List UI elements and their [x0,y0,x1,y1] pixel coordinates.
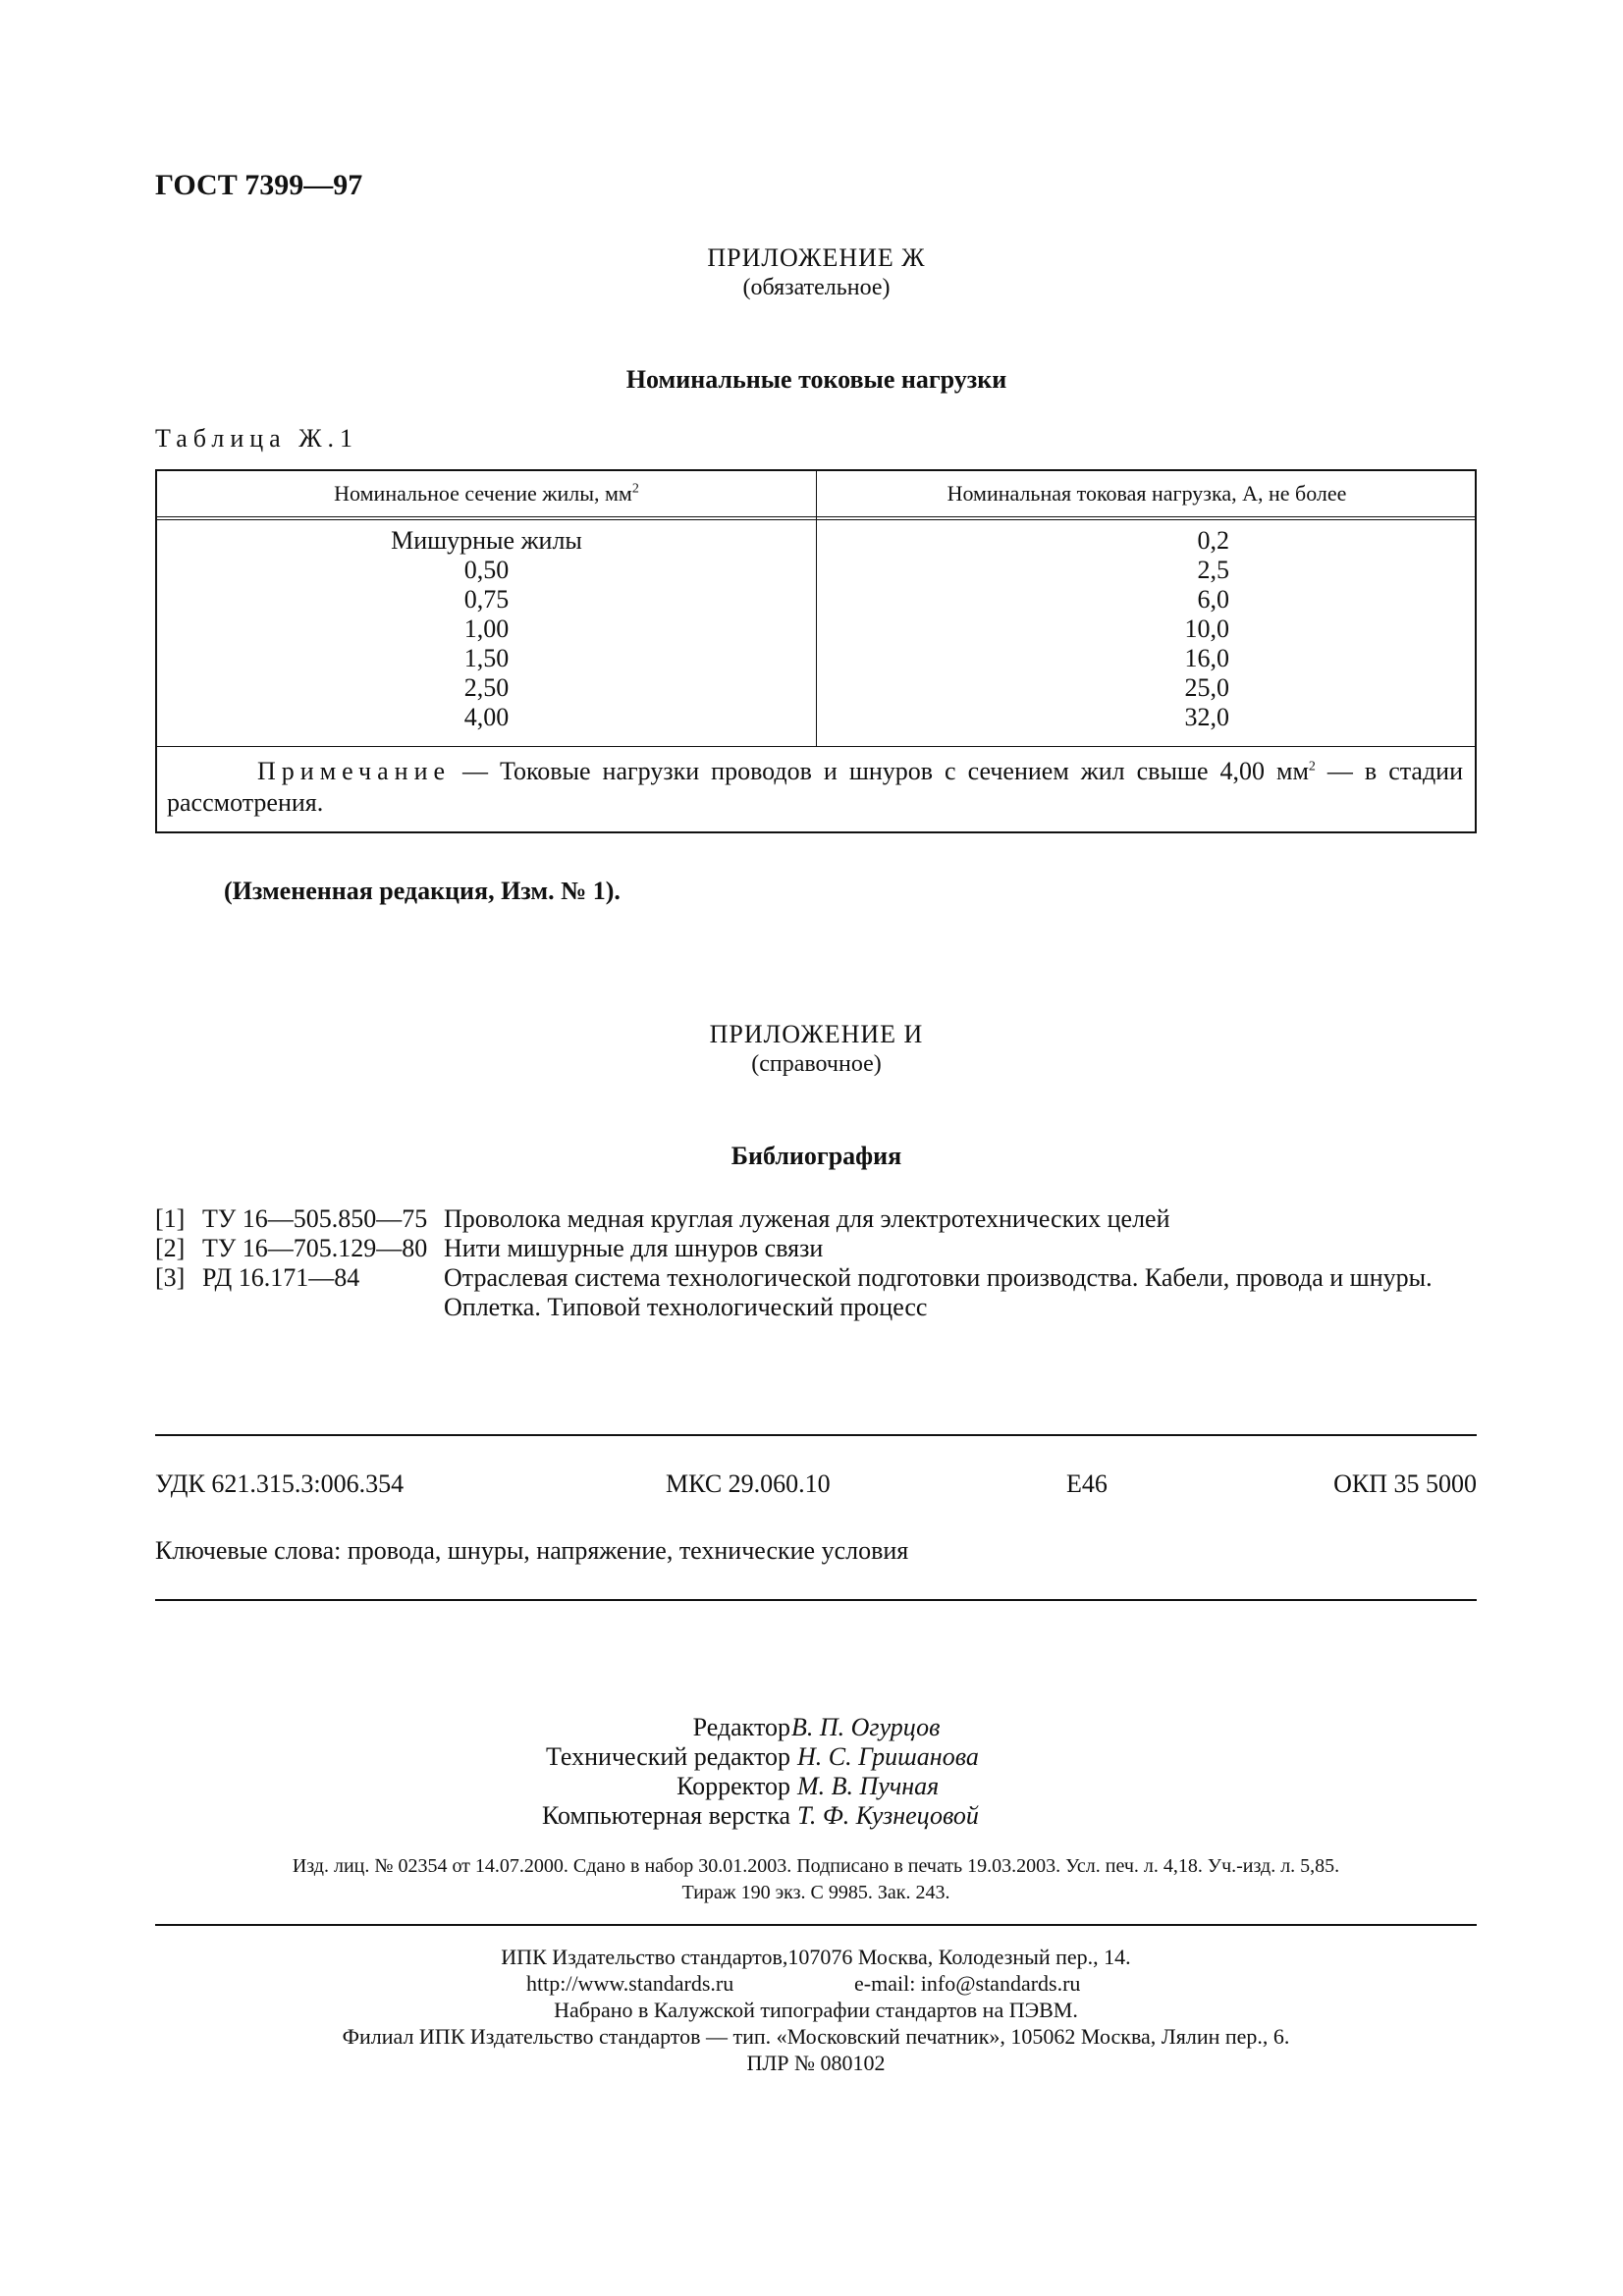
table-cell: 1,00 [463,614,510,643]
divider [155,1434,1477,1436]
imprint-line: Набрано в Калужской типографии стандартов на ПЭВМ. [554,1998,1078,2022]
publication-info-line: Изд. лиц. № 02354 от 14.07.2000. Сдано в набор 30.01.2003. Подписано в печать 19.03.2003. Усл. печ. л. 4,18. Уч.-изд. л. 5,85. [292,1855,1340,1877]
table-note: Примечание — Токовые нагрузки проводов и шнуров с сечением жил свыше 4,00 $мм^2$ — в стадии рассмотрения. [167,757,1464,817]
appendix-i-subtitle: (справочное) [751,1051,882,1077]
table-header-load: Номинальная токовая нагрузка, А, не более [947,481,1347,506]
keywords: Ключевые слова: провода, шнуры, напряжение, технические условия [155,1536,909,1565]
publisher-email: e-mail: info@standards.ru [854,1971,1081,1996]
udk-code: УДК 621.315.3:006.354 [155,1469,405,1498]
section-title-current-loads: Номинальные токовые нагрузки [625,365,1007,394]
table-cell: 4,00 [463,703,510,731]
table-cell: 0,50 [463,556,510,584]
bibliography-list [155,1204,1481,1322]
table-caption: Таблица Ж.1 [155,424,358,453]
table-cell: 0,2 [1197,526,1229,555]
publisher-imprint [155,1944,1477,2076]
imprint-line: Филиал ИПК Издательство стандартов — тип. «Московский печатник», 105062 Москва, Лялин пер., 6. [342,2024,1290,2049]
table-cell: 10,0 [1184,614,1229,643]
list-item: [2] ТУ 16—705.129—80 Нити мишурные для шнуров связи [155,1234,824,1262]
appendix-i-title: ПРИЛОЖЕНИЕ И [709,1020,924,1048]
section-title-bibliography: Библиография [730,1142,902,1170]
table-column-section [157,526,816,732]
table-note-divider [157,746,1475,747]
okp-code: ОКП 35 5000 [1333,1469,1477,1498]
divider [155,1599,1477,1601]
appendix-zh-subtitle: (обязательное) [742,275,891,300]
table-cell: 2,50 [463,673,510,702]
credit-line: Технический редактор Н. С. Гришанова [546,1742,979,1771]
divider [155,1924,1477,1926]
credit-line: Редактор В. П. Огурцов [692,1713,941,1741]
table-header-divider [157,516,1475,520]
amendment-note: (Измененная редакция, Изм. № 1). [224,877,621,905]
table-cell: Мишурные жилы [391,526,582,555]
list-item: [3] РД 16.171—84 Отраслевая система технологической подготовки производства. Кабели, провода и шнуры. Оплетка. Типовой технологический процесс [155,1263,1433,1321]
table-cell: 16,0 [1184,644,1229,672]
table-header-section: Номинальное сечение жилы, $мм^2$ [334,481,639,506]
table-cell: 32,0 [1184,703,1229,731]
list-item: [1] ТУ 16—505.850—75 Проволока медная круглая луженая для электротехнических целей [155,1204,1170,1233]
publication-info-line: Тираж 190 экз. С 9985. Зак. 243. [681,1882,950,1903]
table-cell: 0,75 [463,585,510,614]
note-lead: Примечание [257,757,452,785]
credit-line: Корректор М. В. Пучная [676,1772,940,1800]
e-code: Е46 [1066,1469,1108,1498]
credit-line: Компьютерная верстка Т. Ф. Кузнецовой [541,1801,979,1830]
table-cell: 6,0 [1197,585,1229,614]
appendix-zh-title: ПРИЛОЖЕНИЕ Ж [707,243,926,272]
imprint-contacts [155,1970,1477,1997]
table-cell: 1,50 [463,644,510,672]
credits-block [0,1713,1623,1831]
table-cell: 25,0 [1184,673,1229,702]
standard-code: ГОСТ 7399—97 [155,169,363,201]
current-load-table [155,469,1477,833]
publication-info [155,1853,1477,1906]
imprint-line: ИПК Издательство стандартов,107076 Москва, Колодезный пер., 14. [501,1945,1131,1969]
table-cell: 2,5 [1197,556,1229,584]
publisher-url: http://www.standards.ru [526,1971,734,1996]
table-column-load [817,526,1229,732]
imprint-line: ПЛР № 080102 [746,2051,886,2075]
mks-code: МКС 29.060.10 [666,1469,831,1498]
